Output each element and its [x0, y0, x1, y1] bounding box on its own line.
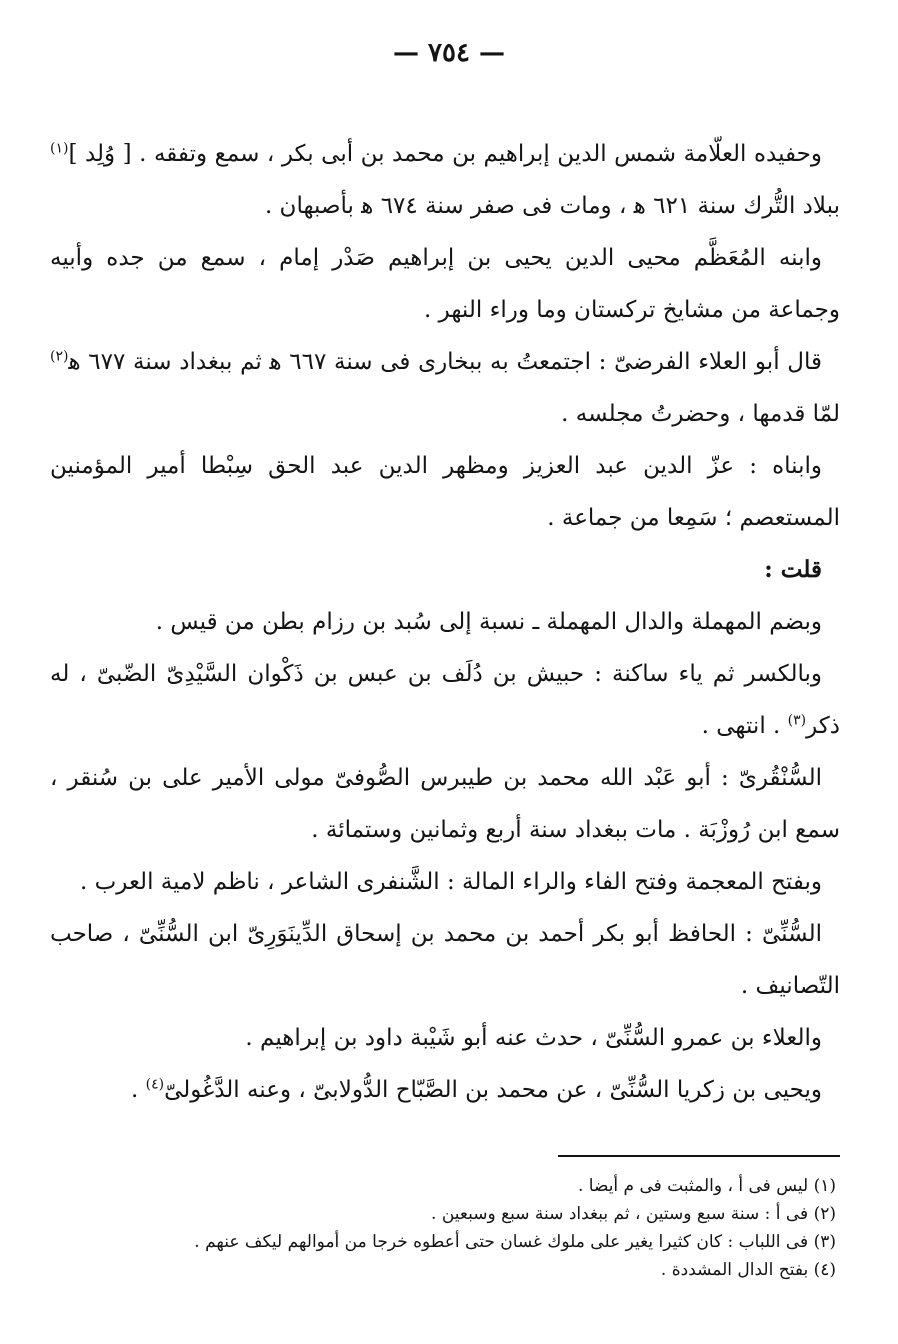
paragraph-text: وابناه : عزّ الدين عبد العزيز ومظهر الدين عبد الحق سِبْطا أمير المؤمنين المستعصم ؛ سَمِعا من جماعة . — [50, 453, 840, 531]
paragraph-text: وبضم المهملة والدال المهملة ـ نسبة إلى سُبد بن رزام بطن من قيس . — [155, 609, 822, 635]
paragraph-text: قال أبو العلاء الفرضىّ : اجتمعتُ به ببخارى فى سنة ٦٦٧ ﻫ ثم ببغداد سنة ٦٧٧ ﻫ — [68, 349, 822, 375]
paragraph-text-after: . — [131, 1077, 146, 1103]
paragraph-sons — [50, 440, 840, 544]
paragraph-yahya-sunni — [50, 1064, 840, 1116]
footnotes — [116, 1172, 836, 1284]
footnote-ref: (٤) — [145, 1076, 165, 1093]
paragraph-sunquri — [50, 752, 840, 856]
paragraph-text: والعلاء بن عمرو السُّنِّىّ ، حدث عنه أبو شَيْبة داود بن إبراهيم . — [245, 1025, 822, 1051]
page-number: — ٧٥٤ — — [392, 38, 506, 68]
footnote-ref: (٣) — [787, 712, 807, 729]
footnote-3: (٣) فى اللباب : كان كثيرا يغير على ملوك غسان حتى أعطوه خرجا من أموالهم ليكف عنهم . — [194, 1232, 836, 1252]
paragraph-text: قلت : — [764, 556, 822, 583]
paragraph-text: وبالكسر ثم ياء ساكنة : حبيش بن دُلَف بن عبس بن ذَكْوان السَّيْدِىّ الضّبىّ ، له ذكر — [50, 661, 840, 739]
main-text — [50, 128, 840, 1116]
paragraph-qultu — [50, 544, 840, 596]
paragraph-text-after: لمّا قدمها ، وحضرتُ مجلسه . — [561, 401, 840, 427]
footnote-divider — [558, 1155, 840, 1157]
paragraph-text: السُّنْقُرىّ : أبو عَبْد الله محمد بن طيبرس الصُّوفىّ مولى الأمير على بن سُنقر ، سمع ابن رُوزْبَة . مات ببغداد سنة أربع وثمانين وستمائة . — [50, 765, 840, 843]
footnote-2: (٢) فى أ : سنة سبع وستين ، ثم ببغداد سنة سبع وسبعين . — [431, 1204, 836, 1224]
paragraph-text: وبفتح المعجمة وفتح الفاء والراء المالة : الشَّنفرى الشاعر ، ناظم لامية العرب . — [80, 869, 822, 895]
paragraph-quote-faradi — [50, 336, 840, 440]
paragraph-shanfara — [50, 856, 840, 908]
paragraph-text: وحفيده العلّامة شمس الدين إبراهيم بن محمد بن أبى بكر ، سمع وتفقه . [ وُلِد ] — [68, 141, 822, 167]
footnote-1: (١) ليس فى أ ، والمثبت فى م أيضا . — [577, 1176, 836, 1196]
paragraph-son — [50, 232, 840, 336]
paragraph-text: ويحيى بن زكريا السُّنِّىّ ، عن محمد بن الصَّبّاح الدُّولابىّ ، وعنه الدَّغُولىّ — [164, 1077, 822, 1103]
paragraph-text-after: . انتهى . — [701, 713, 788, 739]
paragraph-grandson — [50, 128, 840, 232]
paragraph-saydi — [50, 648, 840, 752]
paragraph-sunni-hafiz — [50, 908, 840, 1012]
paragraph-alaa-sunni — [50, 1012, 840, 1064]
paragraph-subd — [50, 596, 840, 648]
footnote-4: (٤) بفتح الدال المشددة . — [660, 1260, 836, 1280]
paragraph-text-after: ببلاد التُّرك سنة ٦٢١ ﻫ ، ومات فى صفر سنة ٦٧٤ ﻫ بأصبهان . — [264, 193, 840, 219]
footnote-ref: (٢) — [50, 348, 69, 365]
footnote-ref: (١) — [50, 140, 69, 157]
paragraph-text: وابنه المُعَظَّم محيى الدين يحيى بن إبراهيم صَدْر إمام ، سمع من جده وأبيه وجماعة من مشايخ تركستان وما وراء النهر . — [50, 245, 840, 323]
paragraph-text: السُّنِّىّ : الحافظ أبو بكر أحمد بن محمد بن إسحاق الدِّينَوَرِىّ ابن السُّنِّىّ ، صاحب التّصانيف . — [50, 921, 840, 999]
